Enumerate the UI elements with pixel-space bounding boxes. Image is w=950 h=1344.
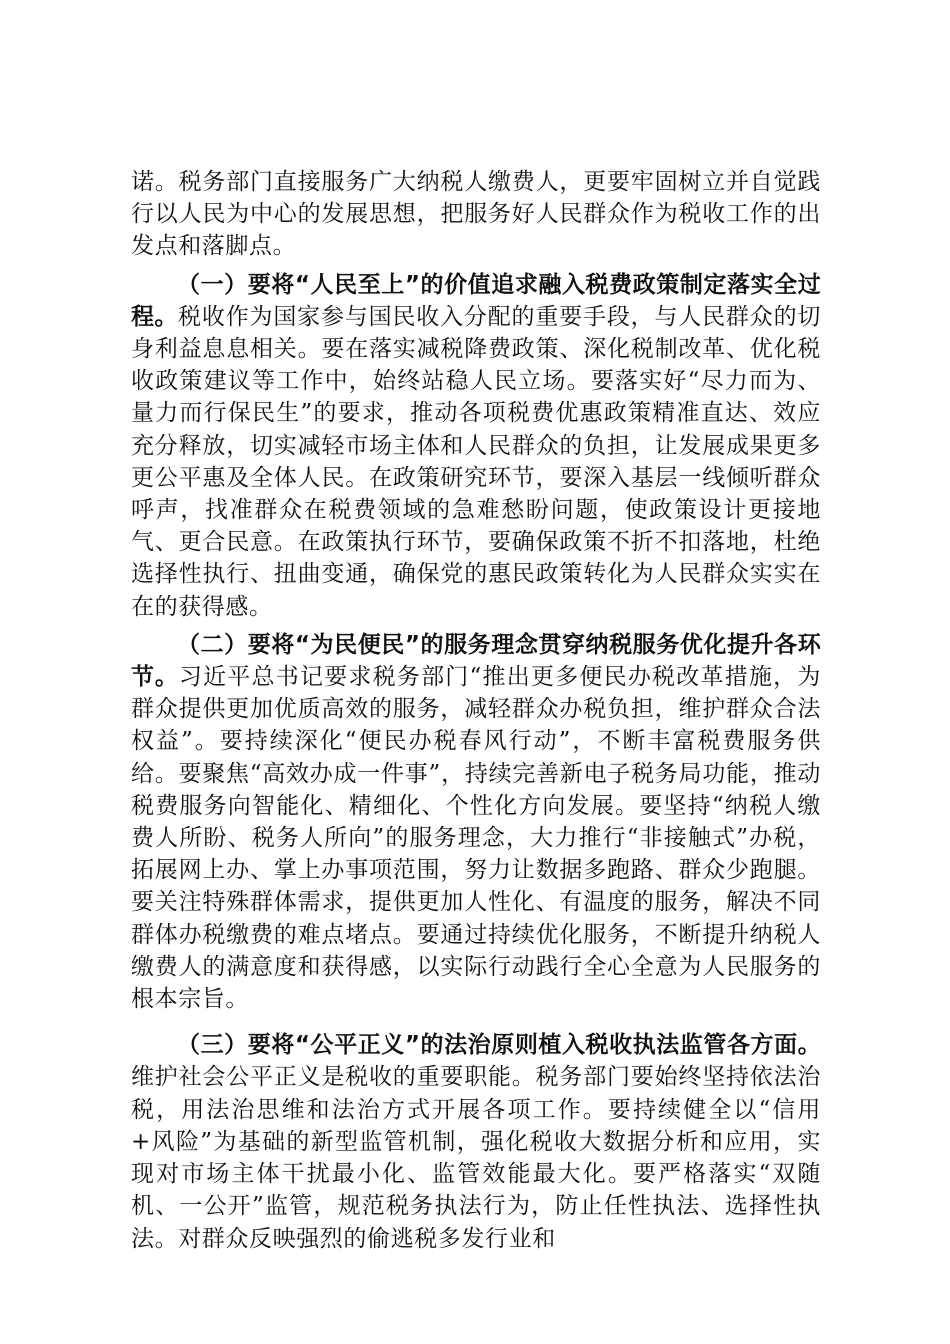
paragraph-section-3 (131, 1029, 821, 1254)
section-2-body: 习近平总书记要求税务部门“推出更多便民办税改革措施，为群众提供更加优质高效的服务，减轻群众办税负担，维护群众合法权益”。要持续深化“便民办税春风行动”，不断丰富税费服务供给。要聚焦“高效办成一件事”，持续完善新电子税务局功能，推动税费服务向智能化、精细化、个性化方向发展。要坚持“纳税人缴费人所盼、税务人所向”的服务理念，大力推行“非接触式”办税，拓展网上办、掌上办事项范围，努力让数据多跑路、群众少跑腿。要关注特殊群体需求，提供更加人性化、有温度的服务，解决不同群体办税缴费的难点堵点。要通过持续优化服务，不断提升纳税人缴费人的满意度和获得感，以实际行动践行全心全意为人民服务的根本宗旨。 (131, 664, 821, 1013)
section-2-heading: （二）要将“为民便民”的服务理念贯穿纳税服务优化提升各环节。 (131, 631, 821, 691)
paragraph-intro (131, 166, 821, 263)
paragraph-intro-text: 诺。税务部门直接服务广大纳税人缴费人，更要牢固树立并自觉践行以人民为中心的发展思想，把服务好人民群众作为税收工作的出发点和落脚点。 (131, 169, 821, 260)
section-1-body: 税收作为国家参与国民收入分配的重要手段，与人民群众的切身利益息息相关。要在落实减税降费政策、深化税制改革、优化税收政策建议等工作中，始终站稳人民立场。要落实好“尽力而为、量力而行保民生”的要求，推动各项税费优惠政策精准直达、效应充分释放，切实减轻市场主体和人民群众的负担，让发展成果更多更公平惠及全体人民。在政策研究环节，要深入基层一线倾听群众呼声，找准群众在税费领域的急难愁盼问题，使政策设计更接地气、更合民意。在政策执行环节，要确保政策不折不扣落地，杜绝选择性执行、扭曲变通，确保党的惠民政策转化为人民群众实实在在的获得感。 (131, 303, 821, 620)
section-3-heading: （三）要将“公平正义”的法治原则植入税收执法监管各方面。 (177, 1032, 821, 1059)
paragraph-section-1 (131, 269, 821, 623)
document-page (131, 166, 821, 1255)
paragraph-section-2 (131, 629, 821, 1015)
section-1-heading: （一）要将“人民至上”的价值追求融入税费政策制定落实全过程。 (131, 271, 821, 330)
section-3-body: 维护社会公平正义是税收的重要职能。税务部门要始终坚持依法治税，用法治思维和法治方式开展各项工作。要持续健全以“信用+风险”为基础的新型监管机制，强化税收大数据分析和应用，实现对市场主体干扰最小化、监管效能最大化。要严格落实“双随机、一公开”监管，规范税务执法行为，防止任性执法、选择性执法。对群众反映强烈的偷逃税多发行业和 (131, 1064, 821, 1252)
